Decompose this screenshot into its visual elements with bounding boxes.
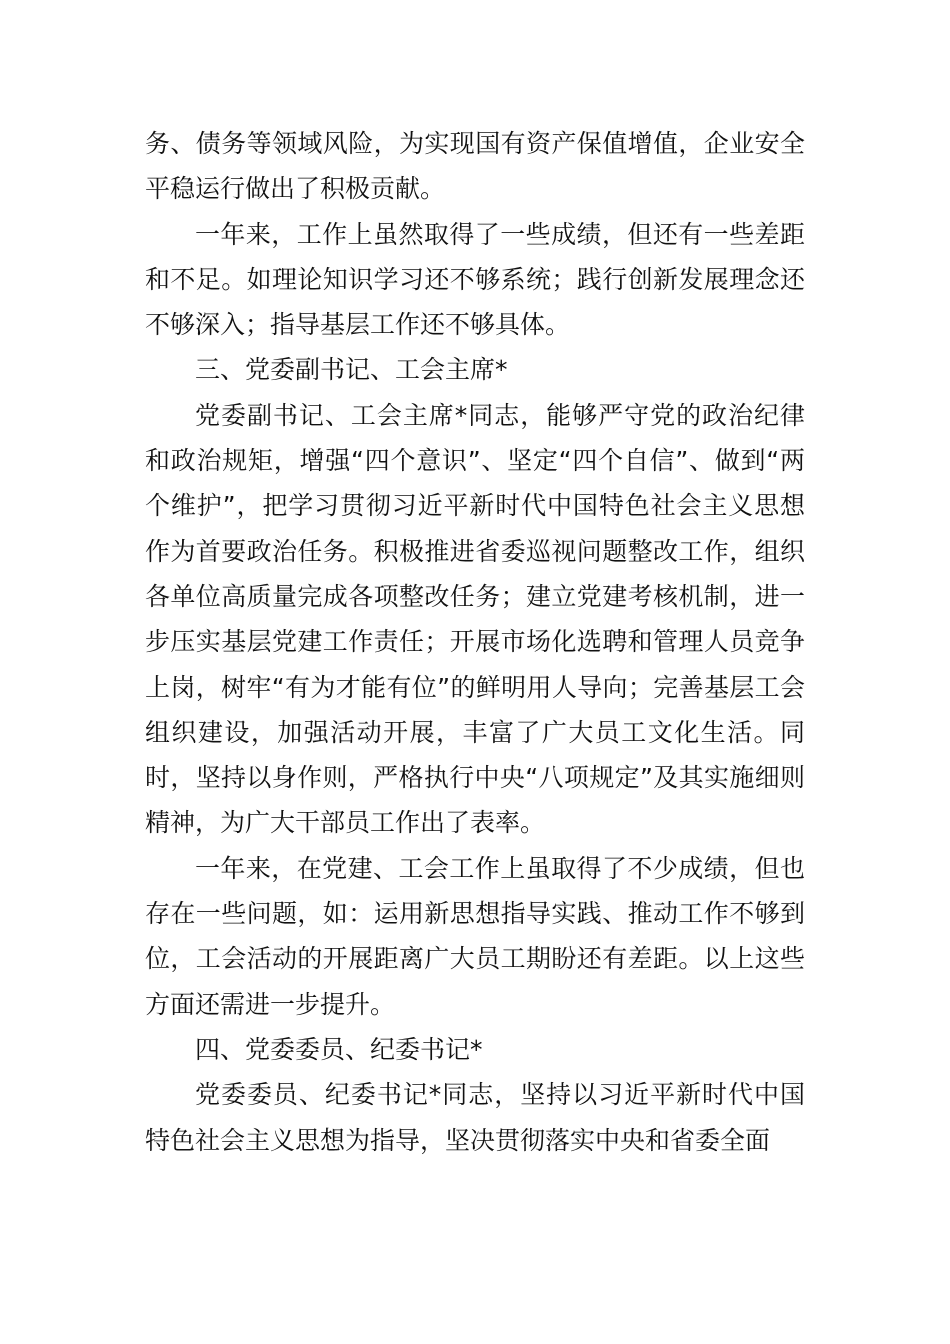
paragraph-shortcomings-2: 一年来，工作上虽然取得了一些成绩，但还有一些差距和不足。如理论知识学习还不够系统；践行创新发展理念还不够深入；指导基层工作还不够具体。 bbox=[145, 219, 805, 340]
section-heading-3: 三、党委副书记、工会主席* bbox=[195, 355, 508, 385]
paragraph-section-4-body: 党委委员、纪委书记*同志，坚持以习近平新时代中国特色社会主义思想为指导，坚决贯彻落实中央和省委全面 bbox=[145, 1080, 805, 1155]
paragraph-shortcomings-3: 一年来，在党建、工会工作上虽取得了不少成绩，但也存在一些问题，如：运用新思想指导实践、推动工作不够到位，工会活动的开展距离广大员工期盼还有差距。以上这些方面还需进一步提升。 bbox=[145, 853, 805, 1019]
document-body bbox=[145, 121, 805, 1163]
section-heading-4: 四、党委委员、纪委书记* bbox=[195, 1034, 483, 1064]
paragraph-continuation: 务、债务等领域风险，为实现国有资产保值增值，企业安全平稳运行做出了积极贡献。 bbox=[145, 129, 805, 204]
paragraph-section-3-body: 党委副书记、工会主席*同志，能够严守党的政治纪律和政治规矩，增强“四个意识”、坚定“四个自信”、做到“两个维护”，把学习贯彻习近平新时代中国特色社会主义思想作为首要政治任务。积极推进省委巡视问题整改工作，组织各单位高质量完成各项整改任务；建立党建考核机制，进一步压实基层党建工作责任；开展市场化选聘和管理人员竞争上岗，树牢“有为才能有位”的鲜明用人导向；完善基层工会组织建设，加强活动开展，丰富了广大员工文化生活。同时，坚持以身作则，严格执行中央“八项规定”及其实施细则精神，为广大干部员工作出了表率。 bbox=[145, 400, 805, 838]
